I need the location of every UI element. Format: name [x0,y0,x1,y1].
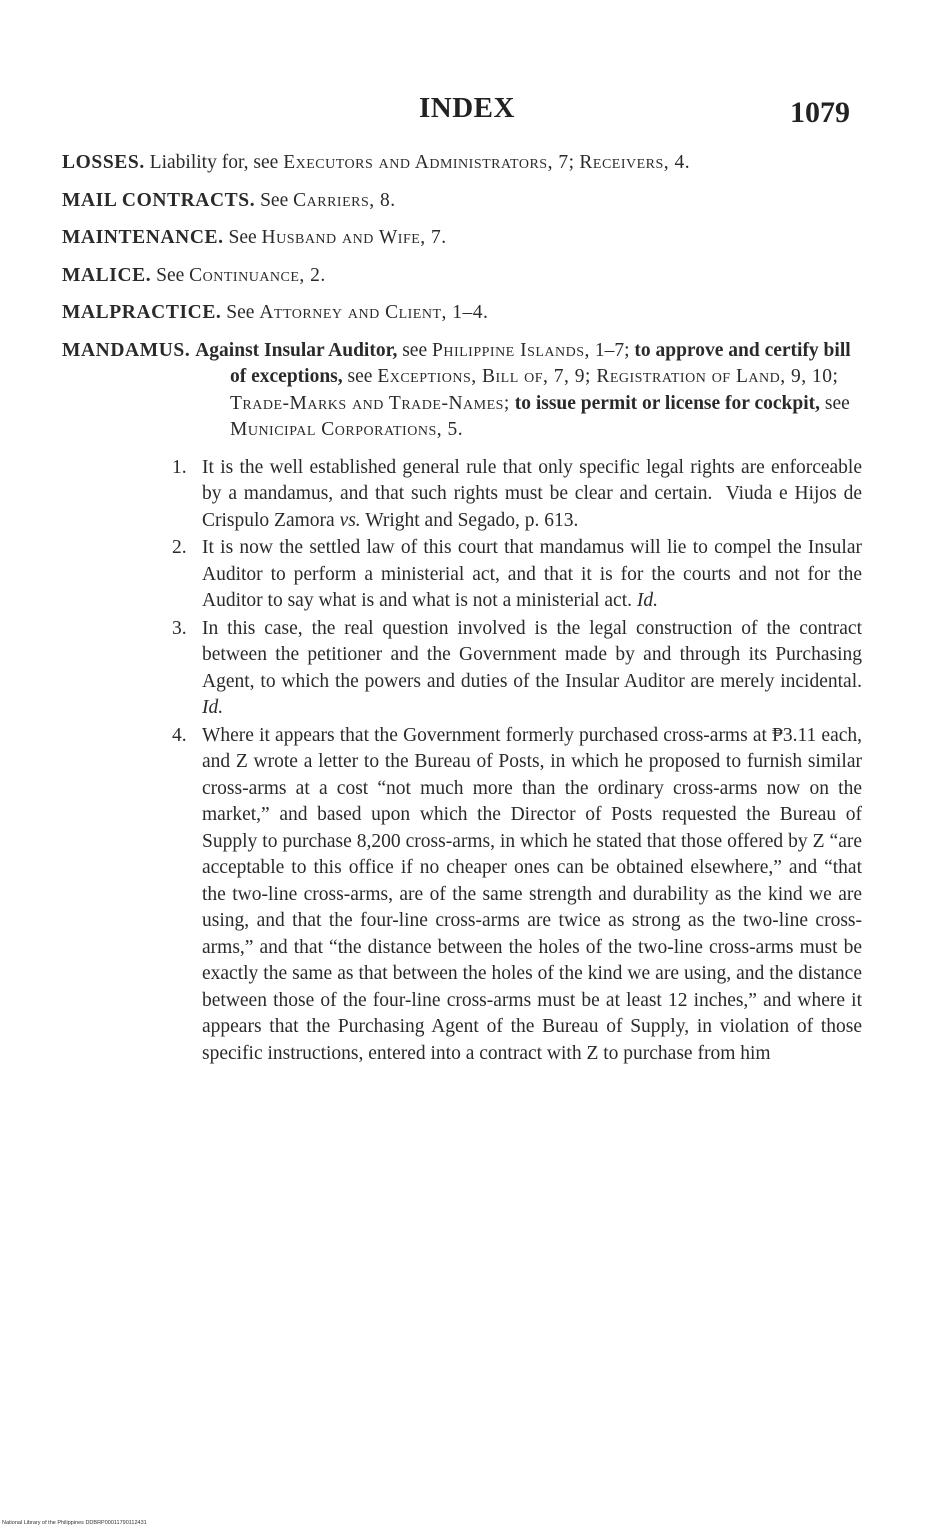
page-number: 1079 [790,96,850,129]
index-entry-losses [62,150,862,177]
entry-text: see [347,366,373,387]
entry-heading: MALICE. [62,264,152,286]
library-footer-note: National Library of the Philippines DDBRP00011790112431 [2,1520,147,1526]
mandamus-paragraphs [62,455,862,1068]
paragraph-number: 2. [172,537,187,558]
cross-reference: Receivers, 4. [579,152,691,173]
paragraph-number: 4. [172,724,187,746]
cross-reference: Continuance, 2. [189,264,326,286]
cross-reference: Exceptions, Bill of, 7, 9; Registration of Land, 9, 10; Trade-Marks and Trade-Names; [230,366,839,414]
paragraph-text: In this case, the real question involved is the legal construction of the contract between the petitioner and the Government made by and through its Purchasing Agent, to which the powers and duties of the Insular Auditor are merely incidental. [202,617,862,692]
cross-reference: Carriers, 8. [293,189,396,211]
paragraph-text: It is the well established general rule that only specific legal rights are enforceable by a mandamus, and that such rights must be clear and certain. [202,456,862,504]
cross-reference: 1–7; [594,339,630,361]
subtopic: Against Insular Auditor, [195,339,398,361]
cross-reference: Executors and Administrators, 7; [283,152,575,173]
entry-text: See [228,227,257,248]
entry-text: see [402,339,428,361]
index-entries [62,150,862,1068]
index-entry-mail-contracts [62,188,862,215]
paragraph-text: It is now the settled law of this court that mandamus will lie to compel the Insular Auditor to perform a ministerial act, and that it is for the courts and not for the Auditor to say what is and what is not a ministerial act. [202,537,862,611]
numbered-paragraph [172,616,862,722]
entry-text: See [156,264,185,286]
paragraph-number: 3. [172,617,187,639]
entry-text: see [824,392,850,414]
subtopic: to approve and certify bill of exceptions, [230,339,851,387]
entry-heading: MANDAMUS. [62,339,191,361]
case-citation: Wright and Segado, p. 613. [365,509,579,531]
id-citation: Id. [202,697,224,718]
versus-abbrev: vs. [339,509,361,531]
numbered-paragraph [172,455,862,535]
cross-reference: Attorney and Client, 1–4. [259,302,489,323]
entry-text: Liability for, see [149,152,279,173]
cross-reference: Philippine Islands, [432,339,590,361]
id-citation: Id. [636,590,658,611]
entry-text: See [260,189,289,211]
numbered-paragraph [172,535,862,615]
case-name: Viuda e Hijos de Crispulo Zamora [202,483,862,531]
index-entry-maintenance [62,225,862,252]
subtopic: to issue permit or license for cockpit, [514,392,820,414]
index-entry-mandamus [62,338,862,444]
entry-heading: MAINTENANCE. [62,227,224,248]
numbered-paragraph [172,723,862,1068]
entry-heading: MALPRACTICE. [62,302,222,323]
entry-text: See [226,302,255,323]
running-head [0,92,934,132]
index-entry-malice [62,263,862,290]
entry-heading: MAIL CONTRACTS. [62,189,256,211]
index-entry-malpractice [62,300,862,327]
paragraph-text: Where it appears that the Government formerly purchased cross-arms at ₱3.11 each, and Z wrote a letter to the Bureau of Posts, in which he proposed to furnish similar cross-arms at a cost “not much more than the ordinary cross-arms now on the market,” and based upon which the Director of Posts requested the Bureau of Supply to purchase 8,200 cross-arms, in which he stated that those offered by Z “are acceptable to this office if no cheaper ones can be obtained elsewhere,” and “that the two-line cross-arms, are of the same strength and durability as the kind we are using, and that the four-line cross-arms are twice as strong as the two-line cross-arms,” and that “the distance between the holes of the two-line cross-arms must be exactly the same as that between the holes of the kind we are using, and the distance between those of the four-line cross-arms must be at least 12 inches,” and where it appears that the Purchasing Agent of the Bureau of Supply, in violation of those specific instructions, entered into a contract with Z to purchase from him [202,724,862,1064]
entry-heading: LOSSES. [62,152,145,173]
page-title: INDEX [419,92,515,124]
cross-reference: Municipal Corporations, 5. [230,419,464,440]
cross-reference: Husband and Wife, 7. [261,227,447,248]
paragraph-number: 1. [172,456,187,478]
